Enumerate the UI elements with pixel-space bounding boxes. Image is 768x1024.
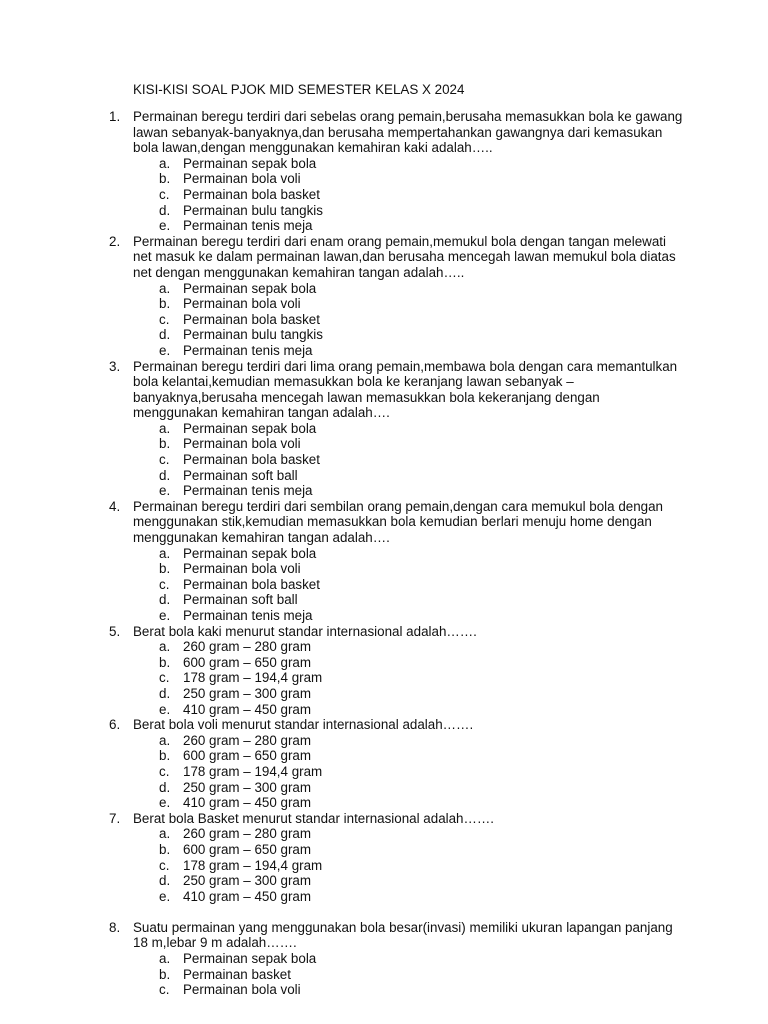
option-letter: b.	[159, 436, 171, 452]
option-letter: e.	[159, 701, 171, 717]
option-c	[0, 187, 768, 203]
option-letter: a.	[159, 732, 171, 748]
question-1	[0, 109, 768, 234]
option-text: Permainan bola basket	[183, 452, 320, 468]
question-text: Berat bola Basket menurut standar internasional adalah…….	[133, 810, 495, 826]
option-list	[0, 951, 768, 998]
question-3	[0, 359, 768, 499]
option-text: 600 gram – 650 gram	[183, 748, 312, 764]
question-6	[0, 717, 768, 811]
option-a	[0, 421, 768, 437]
option-letter: c.	[159, 311, 170, 327]
option-e	[0, 218, 768, 234]
option-b	[0, 748, 768, 764]
option-d	[0, 592, 768, 608]
option-text: 178 gram – 194,4 gram	[183, 857, 323, 873]
option-letter: a.	[159, 826, 171, 842]
question-number: 4.	[109, 498, 121, 514]
option-text: Permainan bola voli	[183, 436, 301, 452]
option-text: 410 gram – 450 gram	[183, 888, 312, 904]
option-a	[0, 156, 768, 172]
option-letter: a.	[159, 280, 171, 296]
option-letter: a.	[159, 420, 171, 436]
option-d	[0, 203, 768, 219]
option-d	[0, 468, 768, 484]
option-letter: e.	[159, 483, 171, 499]
option-text: Permainan bola basket	[183, 311, 320, 327]
question-2	[0, 234, 768, 359]
option-letter: b.	[159, 841, 171, 857]
option-letter: a.	[159, 155, 171, 171]
option-letter: c.	[159, 670, 170, 686]
question-8	[0, 920, 768, 998]
option-b	[0, 655, 768, 671]
option-b	[0, 967, 768, 983]
option-d	[0, 873, 768, 889]
option-text: 250 gram – 300 gram	[183, 873, 312, 889]
option-text: Permainan tenis meja	[183, 483, 313, 499]
option-text: 260 gram – 280 gram	[183, 639, 312, 655]
option-c	[0, 982, 768, 998]
option-text: 178 gram – 194,4 gram	[183, 763, 323, 779]
option-a	[0, 546, 768, 562]
option-b	[0, 561, 768, 577]
option-list	[0, 546, 768, 624]
option-letter: c.	[159, 576, 170, 592]
option-c	[0, 577, 768, 593]
option-text: 410 gram – 450 gram	[183, 795, 312, 811]
option-text: Permainan bola basket	[183, 186, 320, 202]
option-letter: c.	[159, 982, 170, 998]
option-text: Permainan sepak bola	[183, 545, 317, 561]
option-text: Permainan bola basket	[183, 576, 320, 592]
option-text: Permainan bulu tangkis	[183, 202, 323, 218]
option-text: 410 gram – 450 gram	[183, 701, 312, 717]
option-a	[0, 733, 768, 749]
option-letter: b.	[159, 171, 171, 187]
option-letter: a.	[159, 951, 171, 967]
option-text: 600 gram – 650 gram	[183, 841, 312, 857]
question-number: 8.	[109, 919, 121, 935]
option-d	[0, 327, 768, 343]
option-text: Permainan sepak bola	[183, 155, 317, 171]
option-text: 250 gram – 300 gram	[183, 685, 312, 701]
option-letter: d.	[159, 327, 171, 343]
option-text: Permainan sepak bola	[183, 951, 317, 967]
option-letter: d.	[159, 779, 171, 795]
option-letter: c.	[159, 186, 170, 202]
question-text: Permainan beregu terdiri dari lima orang pemain,membawa bola dengan cara memantulkan bola kelantai,kemudian memasukkan bola ke keranjang lawan sebanyak –banyaknya,berusaha mencegah lawan memasukkan bola kekeranjang dengan menggunakan kemahiran tangan adalah….	[133, 358, 678, 421]
option-text: 178 gram – 194,4 gram	[183, 670, 323, 686]
question-number: 2.	[109, 233, 121, 249]
option-letter: b.	[159, 296, 171, 312]
option-a	[0, 826, 768, 842]
question-4	[0, 499, 768, 624]
option-text: Permainan bola voli	[183, 561, 301, 577]
question-list	[0, 109, 768, 998]
option-text: Permainan bulu tangkis	[183, 327, 323, 343]
option-c	[0, 858, 768, 874]
question-text: Permainan beregu terdiri dari enam orang pemain,memukul bola dengan tangan melewati net masuk ke dalam permainan lawan,dan berusaha mencegah lawan memukul bola diatas net dengan menggunakan kemahiran tangan adalah…..	[133, 233, 676, 280]
option-text: 260 gram – 280 gram	[183, 732, 312, 748]
option-letter: b.	[159, 966, 171, 982]
option-text: Permainan tenis meja	[183, 342, 313, 358]
option-letter: b.	[159, 654, 171, 670]
question-text: Permainan beregu terdiri dari sebelas orang pemain,berusaha memasukkan bola ke gawang lawan sebanyak-banyaknya,dan berusaha mempertahankan gawangnya dari kemasukan bola lawan,dengan menggunakan kemahiran kaki adalah…..	[133, 109, 683, 156]
option-b	[0, 436, 768, 452]
option-letter: d.	[159, 592, 171, 608]
option-letter: a.	[159, 639, 171, 655]
question-number: 7.	[109, 810, 121, 826]
question-number: 5.	[109, 623, 121, 639]
option-e	[0, 483, 768, 499]
option-c	[0, 764, 768, 780]
document-title: KISI-KISI SOAL PJOK MID SEMESTER KELAS X 2024	[133, 82, 465, 97]
option-e	[0, 608, 768, 624]
question-text: Berat bola voli menurut standar internasional adalah…….	[133, 717, 474, 733]
option-e	[0, 343, 768, 359]
question-number: 3.	[109, 358, 121, 374]
option-list	[0, 826, 768, 904]
option-c	[0, 312, 768, 328]
option-letter: d.	[159, 202, 171, 218]
option-letter: d.	[159, 873, 171, 889]
option-text: Permainan tenis meja	[183, 608, 313, 623]
option-list	[0, 733, 768, 811]
option-letter: d.	[159, 685, 171, 701]
question-7	[0, 811, 768, 905]
option-text: Permainan soft ball	[183, 467, 298, 483]
option-e	[0, 702, 768, 718]
question-number: 1.	[109, 109, 121, 124]
option-text: Permainan soft ball	[183, 592, 298, 608]
option-list	[0, 281, 768, 359]
option-letter: e.	[159, 218, 171, 234]
option-list	[0, 639, 768, 717]
option-a	[0, 951, 768, 967]
option-e	[0, 795, 768, 811]
option-d	[0, 686, 768, 702]
option-text: Permainan tenis meja	[183, 218, 313, 234]
option-text: 260 gram – 280 gram	[183, 826, 312, 842]
option-letter: c.	[159, 452, 170, 468]
option-text: Permainan bola voli	[183, 296, 301, 312]
option-text: 600 gram – 650 gram	[183, 654, 312, 670]
option-b	[0, 842, 768, 858]
option-letter: a.	[159, 545, 171, 561]
option-letter: e.	[159, 888, 171, 904]
option-c	[0, 452, 768, 468]
option-letter: b.	[159, 748, 171, 764]
option-letter: c.	[159, 857, 170, 873]
option-letter: b.	[159, 561, 171, 577]
question-text: Suatu permainan yang menggunakan bola besar(invasi) memiliki ukuran lapangan panjang 18 m,lebar 9 m adalah…….	[133, 919, 673, 951]
option-letter: e.	[159, 795, 171, 811]
option-letter: c.	[159, 763, 170, 779]
question-number: 6.	[109, 717, 121, 733]
option-text: Permainan sepak bola	[183, 280, 317, 296]
option-text: Permainan bola voli	[183, 171, 301, 187]
option-text: Permainan sepak bola	[183, 420, 317, 436]
option-text: 250 gram – 300 gram	[183, 779, 312, 795]
option-letter: e.	[159, 608, 171, 623]
option-a	[0, 281, 768, 297]
option-e	[0, 889, 768, 905]
option-text: Permainan basket	[183, 966, 291, 982]
option-list	[0, 421, 768, 499]
option-list	[0, 156, 768, 234]
option-text: Permainan bola voli	[183, 982, 301, 998]
option-letter: e.	[159, 342, 171, 358]
option-a	[0, 639, 768, 655]
option-b	[0, 171, 768, 187]
question-text: Berat bola kaki menurut standar internasional adalah…….	[133, 623, 477, 639]
question-text: Permainan beregu terdiri dari sembilan orang pemain,dengan cara memukul bola dengan menggunakan stik,kemudian memasukkan bola kemudian berlari menuju home dengan menggunakan kemahiran tangan adalah….	[133, 498, 663, 546]
option-letter: d.	[159, 467, 171, 483]
option-b	[0, 296, 768, 312]
option-d	[0, 780, 768, 796]
question-5	[0, 624, 768, 718]
option-c	[0, 670, 768, 686]
